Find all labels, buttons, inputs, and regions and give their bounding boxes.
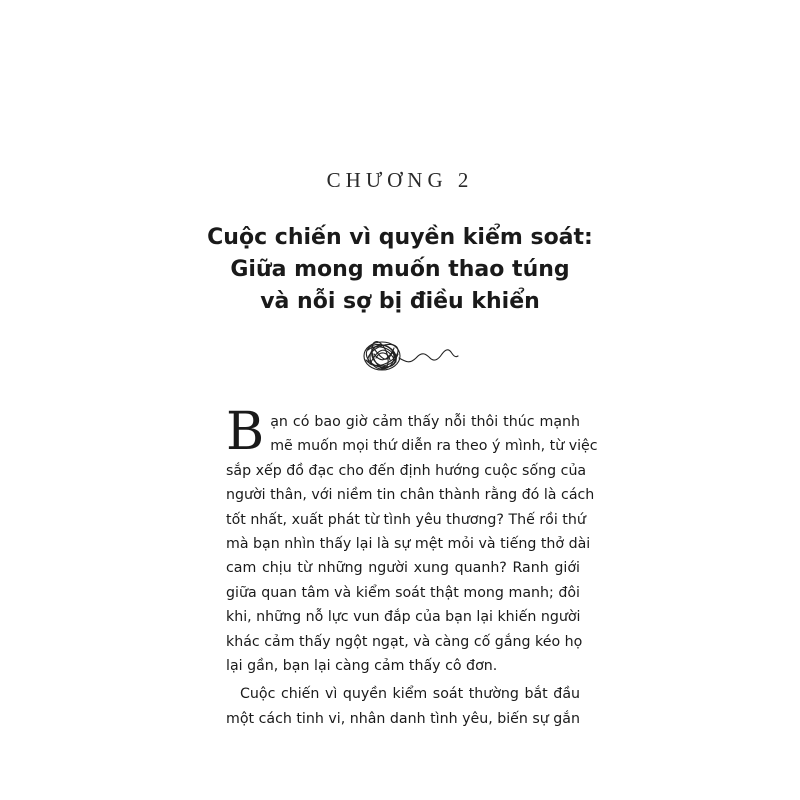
text-line: mà bạn nhìn thấy lại là sự mệt mỏi và tiếng thở dài [226,536,591,553]
text-line: một cách tinh vi, nhân danh tình yêu, biến sự gắn [226,710,580,727]
text-line: tốt nhất, xuất phát từ tình yêu thương? Thế rồi thứ [226,511,586,528]
text-line: người thân, với niềm tin chân thành rằng đó là cách [226,487,595,504]
text-line: khác cảm thấy ngột ngạt, và càng cố gắng kéo họ [226,633,583,650]
body-text [226,402,598,731]
paragraph-1 [226,402,598,678]
text-line: lại gần, bạn lại càng cảm thấy cô đơn. [226,658,498,675]
chapter-title-line-3: và nỗi sợ bị điều khiển [260,289,540,314]
text-line: cam chịu từ những người xung quanh? Ranh giới [226,560,580,577]
text-line: khi, những nỗ lực vun đắp của bạn lại khiến người [226,609,581,626]
text-line: sắp xếp đồ đạc cho đến định hướng cuộc sống của [226,462,587,479]
chapter-title-line-1: Cuộc chiến vì quyền kiểm soát: [207,225,593,250]
text-line: ạn có bao giờ cảm thấy nỗi thôi thúc mạnh [270,414,580,430]
chapter-title [0,222,800,318]
text-line: Cuộc chiến vì quyền kiểm soát thường bắt đầu [240,686,580,703]
text-line: mẽ muốn mọi thứ diễn ra theo ý mình, từ việc [270,438,598,455]
paragraph-2 [226,682,580,731]
chapter-label: CHƯƠNG 2 [326,168,474,192]
chapter-title-line-2: Giữa mong muốn thao túng [230,257,570,282]
text-line: giữa quan tâm và kiểm soát thật mong manh; đôi [226,584,580,601]
drop-cap: B [226,402,265,462]
tangled-yarn-icon [352,336,464,376]
